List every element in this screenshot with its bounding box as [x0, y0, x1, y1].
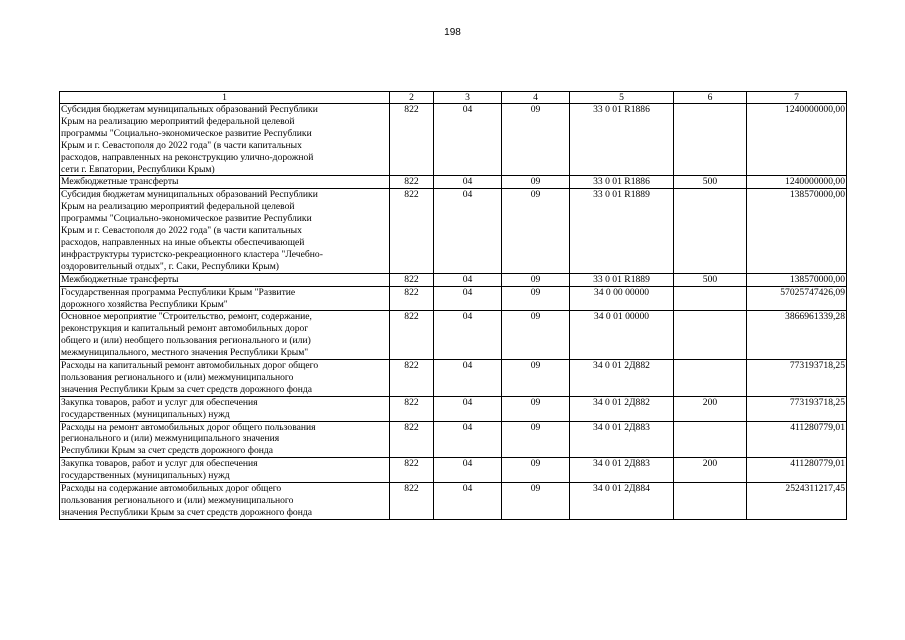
section-code-cell: 04 [434, 458, 502, 483]
description-line: пользования регионального и (или) межмуниципального [61, 495, 294, 506]
amount-cell: 773193718,25 [747, 360, 847, 397]
description-line: оздоровительный отдых", г. Саки, Республики Крым) [61, 260, 279, 272]
budget-table-body [60, 92, 847, 520]
page-number: 198 [444, 27, 461, 38]
section-code-cell: 04 [434, 396, 502, 421]
subsection-code-cell: 09 [502, 458, 570, 483]
description-line: Субсидия бюджетам муниципальных образований Республики [61, 189, 318, 201]
expense-type-code-cell [674, 189, 747, 273]
description-line: пользования регионального и (или) межмуниципального [61, 371, 294, 383]
description-line: Расходы на ремонт автомобильных дорог общего пользования [61, 421, 316, 433]
description-line: значения Республики Крым за счет средств дорожного фонда [61, 506, 313, 518]
description-line: Крым на реализацию мероприятий федеральной целевой [61, 201, 295, 213]
description-line: сети г. Евпатории, Республики Крым) [61, 163, 215, 175]
table-row [60, 421, 847, 458]
column-number-1: 1 [60, 92, 390, 104]
subsection-code-cell: 09 [502, 189, 570, 273]
ministry-code-cell: 822 [390, 360, 434, 397]
description-line: Крым и г. Севастополя до 2022 года" (в части капитальных [61, 225, 302, 237]
description-line: расходов, направленных на иные объекты обеспечивающей [61, 236, 305, 248]
target-item-code-cell: 34 0 01 2Д884 [570, 483, 674, 520]
description-line: Субсидия бюджетам муниципальных образований Республики [61, 104, 318, 115]
section-code-cell: 04 [434, 483, 502, 520]
description-line: межмуниципального, местного значения Республики Крым" [61, 347, 309, 359]
amount-cell: 138570000,00 [747, 189, 847, 273]
amount-cell: 411280779,01 [747, 421, 847, 458]
description-line: Закупка товаров, работ и услуг для обеспечения [61, 458, 258, 470]
description-line: Крым и г. Севастополя до 2022 года" (в части капитальных [61, 139, 302, 151]
expense-type-code-cell [674, 286, 747, 311]
table-row [60, 458, 847, 483]
amount-cell: 138570000,00 [747, 273, 847, 286]
description-line: значения Республики Крым за счет средств дорожного фонда [61, 383, 313, 395]
target-item-code-cell: 34 0 01 2Д883 [570, 421, 674, 458]
section-code-cell: 04 [434, 286, 502, 311]
ministry-code-cell: 822 [390, 286, 434, 311]
target-item-code-cell: 33 0 01 R1889 [570, 189, 674, 273]
description-line: Межбюджетные трансферты [61, 273, 179, 285]
subsection-code-cell: 09 [502, 286, 570, 311]
table-row [60, 286, 847, 311]
ministry-code-cell: 822 [390, 483, 434, 520]
row-description [60, 189, 390, 273]
description-line: Расходы на капитальный ремонт автомобильных дорог общего [61, 360, 319, 372]
subsection-code-cell: 09 [502, 483, 570, 520]
amount-cell: 3866961339,28 [747, 311, 847, 360]
description-line: регионального и (или) межмуниципального значения [61, 433, 280, 445]
row-description [60, 458, 390, 483]
amount-cell: 57025747426,09 [747, 286, 847, 311]
subsection-code-cell: 09 [502, 176, 570, 189]
section-code-cell: 04 [434, 189, 502, 273]
ministry-code-cell: 822 [390, 273, 434, 286]
subsection-code-cell: 09 [502, 104, 570, 176]
section-code-cell: 04 [434, 311, 502, 360]
subsection-code-cell: 09 [502, 311, 570, 360]
expense-type-code-cell [674, 421, 747, 458]
table-row [60, 483, 847, 520]
section-code-cell: 04 [434, 421, 502, 458]
description-line: программы "Социально-экономическое развитие Республики [61, 213, 312, 225]
description-line: Крым на реализацию мероприятий федеральной целевой [61, 115, 295, 127]
column-number-6: 6 [674, 92, 747, 104]
target-item-code-cell: 34 0 00 00000 [570, 286, 674, 311]
description-line: государственных (муниципальных) нужд [61, 470, 230, 482]
amount-cell: 2524311217,45 [747, 483, 847, 520]
row-description [60, 104, 390, 176]
expense-type-code-cell [674, 360, 747, 397]
row-description [60, 273, 390, 286]
target-item-code-cell: 34 0 01 2Д883 [570, 458, 674, 483]
description-line: государственных (муниципальных) нужд [61, 408, 230, 420]
amount-cell: 1240000000,00 [747, 104, 847, 176]
description-line: инфраструктуры туристско-рекреационного кластера "Лечебно- [61, 248, 323, 260]
target-item-code-cell: 34 0 01 00000 [570, 311, 674, 360]
description-line: Межбюджетные трансферты [61, 176, 179, 188]
expense-type-code-cell [674, 104, 747, 176]
expense-type-code-cell: 500 [674, 176, 747, 189]
expense-type-code-cell [674, 311, 747, 360]
table-row [60, 360, 847, 397]
section-code-cell: 04 [434, 360, 502, 397]
ministry-code-cell: 822 [390, 421, 434, 458]
ministry-code-cell: 822 [390, 396, 434, 421]
ministry-code-cell: 822 [390, 189, 434, 273]
expense-type-code-cell [674, 483, 747, 520]
ministry-code-cell: 822 [390, 458, 434, 483]
description-line: дорожного хозяйства Республики Крым" [61, 298, 228, 310]
target-item-code-cell: 33 0 01 R1889 [570, 273, 674, 286]
column-number-row [60, 92, 847, 104]
row-description [60, 421, 390, 458]
description-line: Государственная программа Республики Крым "Развитие [61, 286, 296, 298]
section-code-cell: 04 [434, 176, 502, 189]
table-row [60, 273, 847, 286]
description-line: Республики Крым за счет средств дорожного фонда [61, 445, 274, 457]
column-number-4: 4 [502, 92, 570, 104]
expense-type-code-cell: 500 [674, 273, 747, 286]
column-number-3: 3 [434, 92, 502, 104]
row-description [60, 176, 390, 189]
table-row [60, 104, 847, 176]
description-line: расходов, направленных на реконструкцию улично-дорожной [61, 151, 314, 163]
expense-type-code-cell: 200 [674, 458, 747, 483]
row-description [60, 396, 390, 421]
ministry-code-cell: 822 [390, 311, 434, 360]
subsection-code-cell: 09 [502, 396, 570, 421]
table-row [60, 189, 847, 273]
description-line: реконструкция и капитальный ремонт автомобильных дорог [61, 323, 309, 335]
row-description [60, 360, 390, 397]
subsection-code-cell: 09 [502, 273, 570, 286]
target-item-code-cell: 34 0 01 2Д882 [570, 396, 674, 421]
column-number-5: 5 [570, 92, 674, 104]
row-description [60, 483, 390, 520]
section-code-cell: 04 [434, 104, 502, 176]
ministry-code-cell: 822 [390, 176, 434, 189]
row-description [60, 311, 390, 360]
amount-cell: 1240000000,00 [747, 176, 847, 189]
description-line: программы "Социально-экономическое развитие Республики [61, 127, 312, 139]
target-item-code-cell: 33 0 01 R1886 [570, 176, 674, 189]
description-line: Основное мероприятие "Строительство, ремонт, содержание, [61, 311, 312, 323]
budget-table [59, 91, 847, 520]
subsection-code-cell: 09 [502, 360, 570, 397]
target-item-code-cell: 34 0 01 2Д882 [570, 360, 674, 397]
target-item-code-cell: 33 0 01 R1886 [570, 104, 674, 176]
table-row [60, 176, 847, 189]
subsection-code-cell: 09 [502, 421, 570, 458]
table-row [60, 311, 847, 360]
row-description [60, 286, 390, 311]
description-line: общего и (или) необщего пользования регионального и (или) [61, 335, 311, 347]
table-row [60, 396, 847, 421]
amount-cell: 411280779,01 [747, 458, 847, 483]
ministry-code-cell: 822 [390, 104, 434, 176]
section-code-cell: 04 [434, 273, 502, 286]
column-number-2: 2 [390, 92, 434, 104]
expense-type-code-cell: 200 [674, 396, 747, 421]
column-number-7: 7 [747, 92, 847, 104]
description-line: Закупка товаров, работ и услуг для обеспечения [61, 396, 258, 408]
amount-cell: 773193718,25 [747, 396, 847, 421]
description-line: Расходы на содержание автомобильных дорог общего [61, 483, 282, 495]
